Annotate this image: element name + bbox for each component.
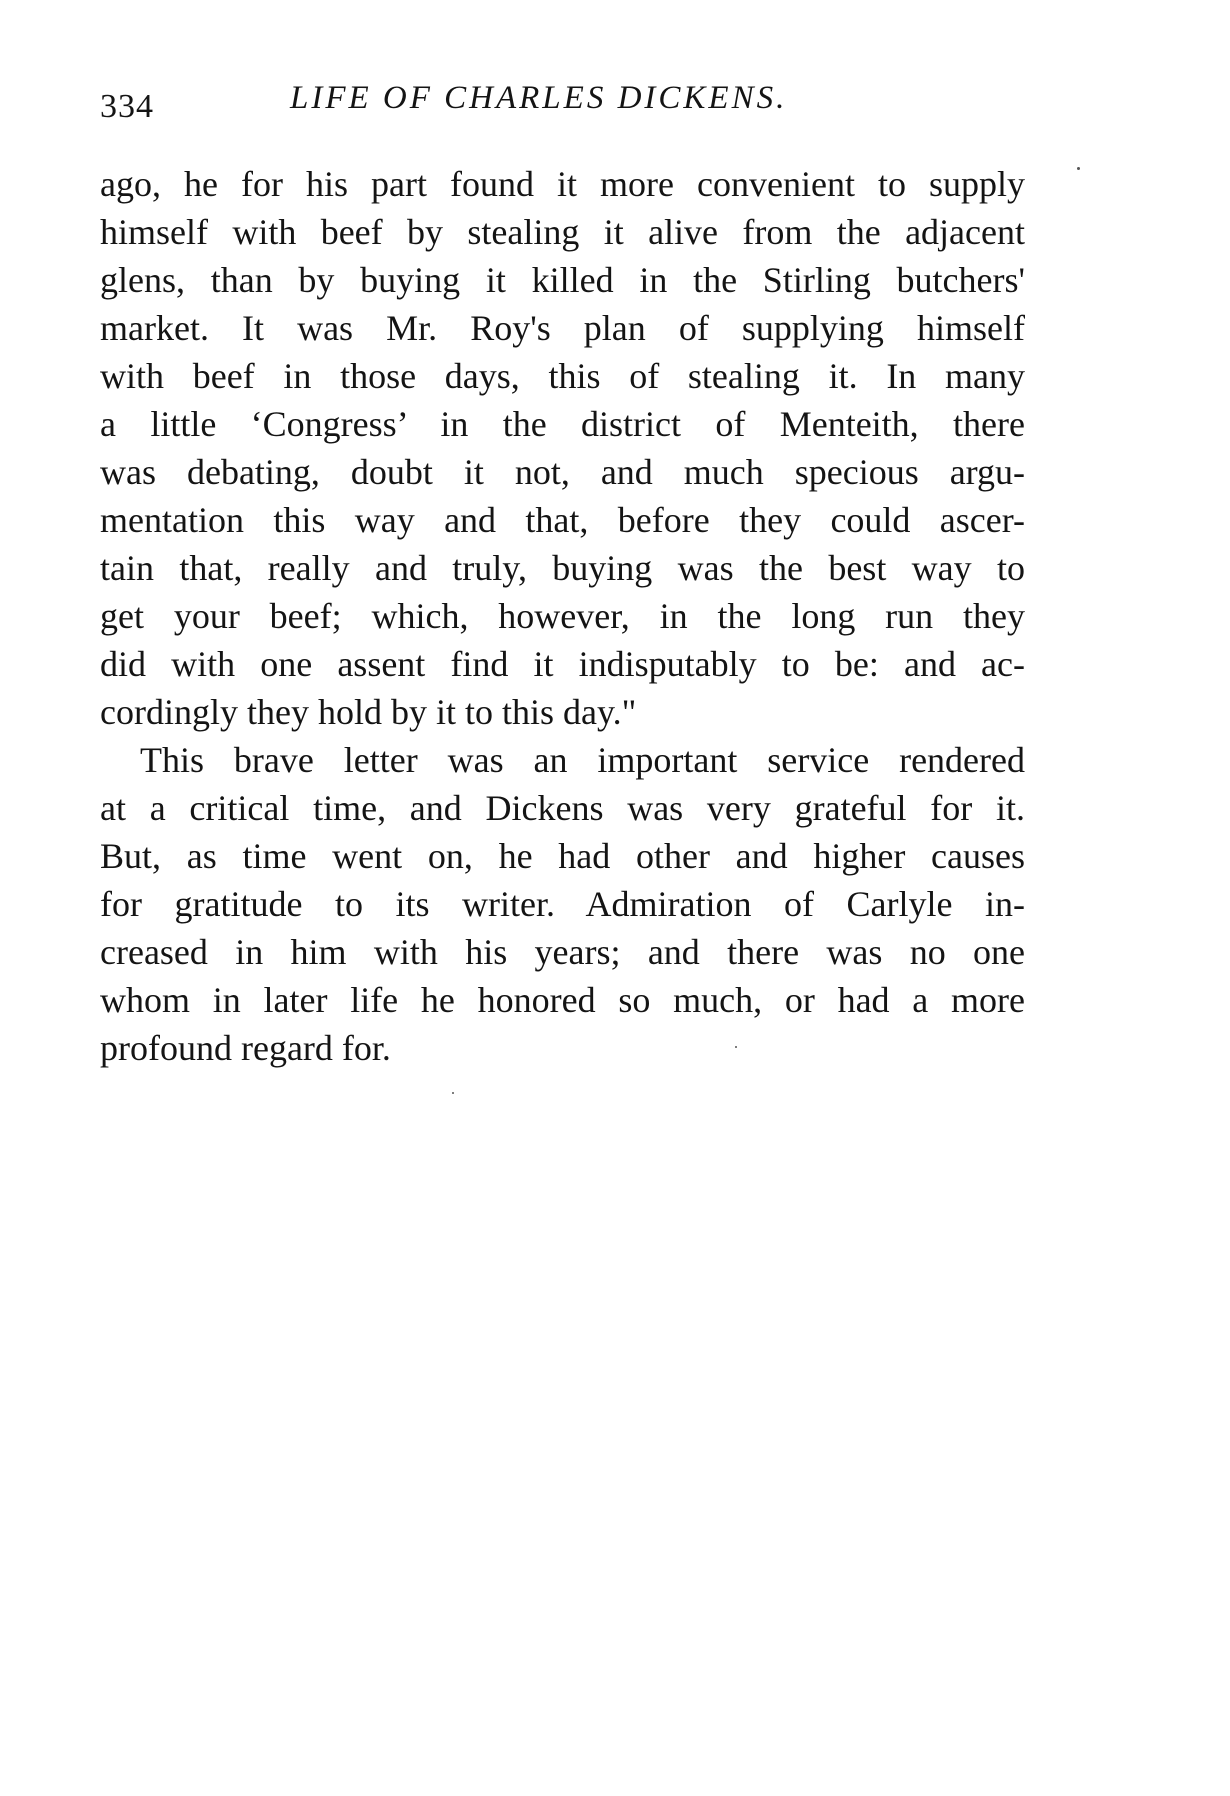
page-number: 334 [100,88,154,125]
text-line: market. It was Mr. Roy's plan of supplying himself [100,308,1025,348]
running-head [100,78,1020,128]
text-line: himself with beef by stealing it alive from the adjacent [100,212,1025,252]
paragraph-continued [100,160,1025,736]
text-line: whom in later life he honored so much, or had a more [100,980,1025,1020]
paper-speck [735,1046,737,1048]
text-line: glens, than by buying it killed in the Stirling butchers' [100,260,1025,300]
text-line: at a critical time, and Dickens was very grateful for it. [100,788,1025,828]
text-line: get your beef; which, however, in the long run they [100,596,1025,636]
text-line: But, as time went on, he had other and higher causes [100,836,1025,876]
text-line: ago, he for his part found it more convenient to supply [100,164,1025,204]
body-text [100,160,1025,1072]
text-line: tain that, really and truly, buying was the best way to [100,548,1025,588]
text-line: a little ‘Congress’ in the district of Menteith, there [100,404,1025,444]
paragraph-carlyle [100,736,1025,1072]
paper-speck [1077,167,1080,170]
text-line: creased in him with his years; and there was no one [100,932,1025,972]
text-line: mentation this way and that, before they could ascer- [100,500,1025,540]
text-line: with beef in those days, this of stealing it. In many [100,356,1025,396]
text-line: cordingly they hold by it to this day." [100,692,637,732]
text-line: was debating, doubt it not, and much specious argu- [100,452,1025,492]
text-line: did with one assent find it indisputably to be: and ac- [100,644,1025,684]
text-line: This brave letter was an important service rendered [140,740,1025,780]
running-title: LIFE OF CHARLES DICKENS. [290,80,788,116]
text-line: profound regard for. [100,1028,391,1068]
text-line: for gratitude to its writer. Admiration of Carlyle in- [100,884,1025,924]
paper-speck [452,1092,454,1094]
